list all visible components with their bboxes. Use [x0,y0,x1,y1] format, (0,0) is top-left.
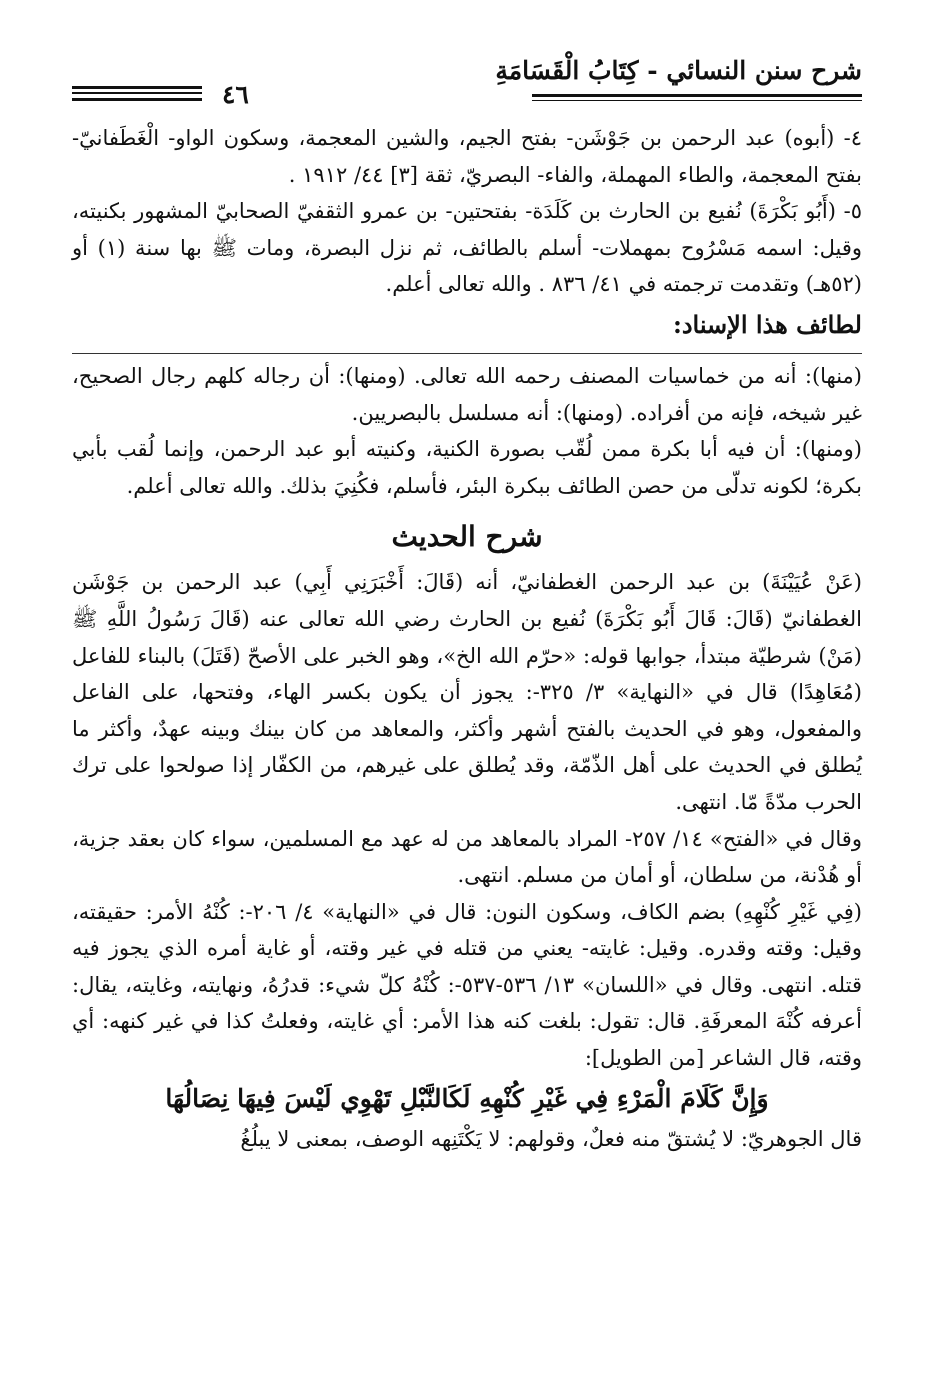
header-rule-left-lower [72,98,202,101]
paragraph-narrator-5: ٥- (أَبُو بَكْرَةَ) نُفيع بن الحارث بن كَلَدَة- بفتحتين- بن عمرو الثقفيّ الصحابيّ المشهور بكنيته، وقيل: اسمه مَسْرُوح بمهملات- أسلم بالطائف، ثم نزل البصرة، ومات ﷺ بها سنة (١) أو (٥٢هـ) وتقدمت ترجمته في ٤١/ ٨٣٦ . والله تعالى أعلم. [72,199,862,297]
page-body [72,120,862,1157]
poetry-verse: وَإِنَّ كَلَامَ الْمَرْءِ فِي غَيْرِ كُنْهِهِ لَكَالنَّبْلِ تَهْوِي لَيْسَ فِيهَا نِصَالُهَا [165,1083,769,1113]
subheading-chain-notes: لطائف هذا الإسناد: [672,309,862,339]
paragraph-commentary-2: وقال في «الفتح» ١٤/ ٢٥٧- المراد بالمعاهد من له عهد مع المسلمين، سواء كان بعقد جزية، أو هُدْنة، من سلطان، أو أمان من مسلم. انتهى. [72,826,862,888]
paragraph-chain-notes-1: (منها): أنه من خماسيات المصنف رحمه الله تعالى. (ومنها): أن رجاله كلهم رجال الصحيح، غير شيخه، فإنه من أفراده. (ومنها): أنه مسلسل بالبصريين. [72,363,862,425]
header-rule-right [532,94,862,101]
header-rule-left [72,86,202,94]
paragraph-commentary-4: قال الجوهريّ: لا يُشتقّ منه فعلٌ، وقولهم: لا يَكْتَنِهه الوصف، بمعنى لا يبلُغُ [240,1126,862,1151]
running-title: شرح سنن النسائي - كِتَابُ الْقَسَامَةِ [495,56,862,85]
page-number: ٤٦ [222,80,249,109]
section-title-hadith-commentary: شرح الحديث [391,520,543,554]
paragraph-chain-notes-2: (ومنها): أن فيه أبا بكرة ممن لُقّب بصورة الكنية، وكنيته أبو عبد الرحمن، وإنما لُقب بأبي بكرة؛ لكونه تدلّى من حصن الطائف ببكرة البئر، فأسلم، فكُنِيَ بذلك. والله تعالى أعلم. [72,437,862,498]
paragraph-commentary-3: (فِي غَيْرِ كُنْهِهِ) بضم الكاف، وسكون النون: قال في «النهاية» ٤/ ٢٠٦-: كُنْهُ الأمر: حقيقته، وقيل: وقته وقدره. وقيل: غايته- يعني من قتله في غير وقته، أو غاية أمره الذي يجوز فيه قتله. انتهى. وقال في «اللسان» ١٣/ ٥٣٦-٥٣٧-: كُنْهُ كلّ شيء: قدرُهُ، ونهايته، وغايته، يقال: أعرفه كُنْهَ المعرفَةِ. قال: تقول: بلغت كنه هذا الأمر: أي غايته، وفعلتُ كذا في غير كنهه: أي وقته، قال الشاعر [من الطويل]: [72,899,862,1071]
section-divider [72,353,862,354]
paragraph-narrator-4: ٤- (أبوه) عبد الرحمن بن جَوْشَن- بفتح الجيم، والشين المعجمة، وسكون الواو- الْغَطَفانيّ- بفتح المعجمة، والطاء المهملة، والفاء- البصريّ، ثقة [٣] ٤٤/ ١٩١٢ . [72,126,862,187]
page-header [72,50,862,110]
paragraph-commentary-1: (عَنْ عُيَيْنَةَ) بن عبد الرحمن الغطفانيّ، أنه (قَالَ: أَخْبَرَنِي أَبِي) عبد الرحمن بن جَوْشَن الغطفانيّ (قَالَ: قَالَ أَبُو بَكْرَةَ) نُفيع بن الحارث رضي الله تعالى عنه (قَالَ رَسُولُ اللَّهِ ﷺ (مَنْ) شرطيّة مبتدأ، جوابها قوله: «حرّم الله الخ»، وهو الخبر على الأصحّ (قَتَلَ) بالبناء للفاعل (مُعَاهِدًا) قال في «النهاية» ٣/ ٣٢٥-: يجوز أن يكون بكسر الهاء، وفتحها، على الفاعل والمفعول، وهو في الحديث بالفتح أشهر وأكثر، والمعاهد من كان بينك وبينه عهدٌ، وأكثر ما يُطلق في الحديث على أهل الذّمّة، وقد يُطلق على غيرهم، من الكفّار إذا صولحوا على ترك الحرب مدّةً مّا. انتهى. [72,570,862,814]
